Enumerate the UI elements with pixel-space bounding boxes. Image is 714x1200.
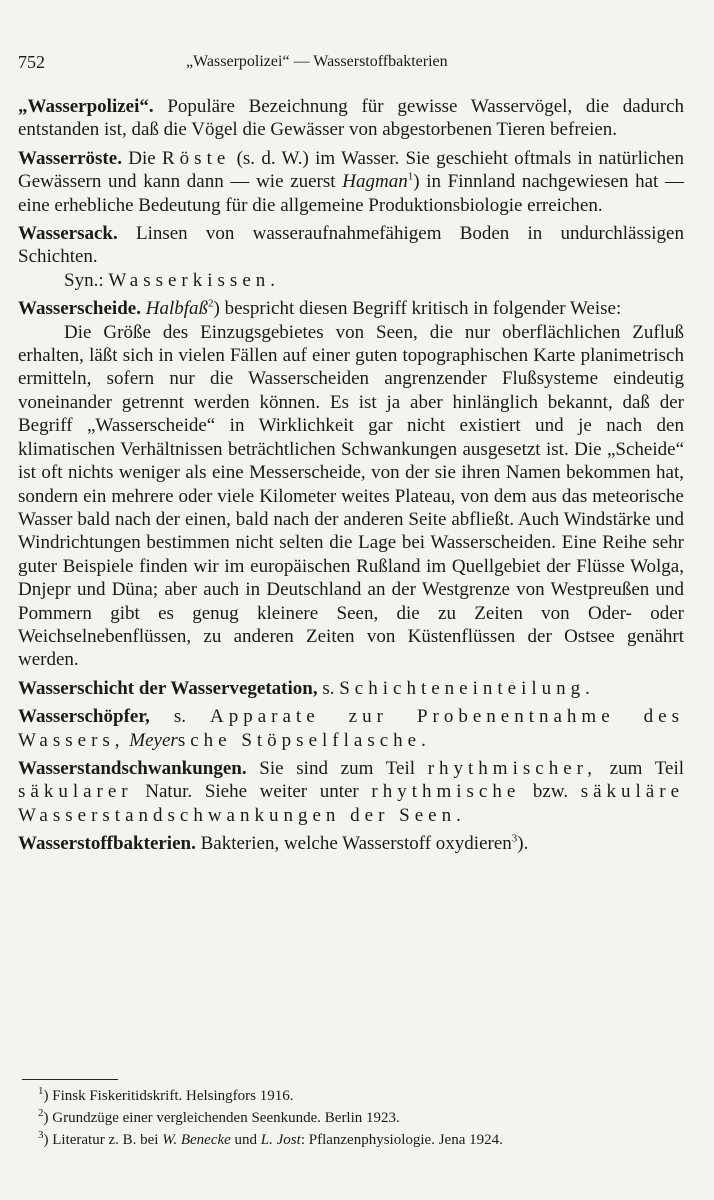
entry-wasserschoepfer xyxy=(18,705,684,752)
entry-wasserpolizei xyxy=(18,95,684,142)
entry-heading: Wasserschicht der Wasservegetation, xyxy=(18,677,318,699)
entry-heading: Wasserschöpfer, xyxy=(18,706,150,728)
entry-heading: Wasserscheide. xyxy=(18,298,141,320)
footnote-mark: 1 xyxy=(38,1085,44,1097)
spaced-term: sche Stöpselflasche. xyxy=(177,729,431,751)
spaced-term: Röste xyxy=(162,147,231,169)
entry-text: Linsen von wasseraufnahmefähigem Boden in undurchlässigen Schichten. xyxy=(18,223,684,268)
footnote-mark: 2 xyxy=(38,1107,44,1119)
entry-text: (s. d. W.) im Wasser. Sie geschieht oftmals in natürlichen Gewässern und kann dann — wie zuerst xyxy=(18,147,685,193)
footnote-text: ) Finsk Fiskeritidskrift. Helsingfors 1916. xyxy=(43,1088,294,1104)
entry-text: s. xyxy=(317,677,340,699)
spaced-term: Apparate zur Probenentnahme des Wassers, xyxy=(18,706,684,751)
entry-wasserschicht xyxy=(18,677,684,700)
page-number: 752 xyxy=(18,52,45,72)
footnote-rule xyxy=(22,1079,118,1080)
entry-text: Natur. Siehe weiter unter xyxy=(132,781,372,803)
entry-text: s. xyxy=(149,706,210,728)
running-title: „Wasserpolizei“ — Wasserstoffbakterien xyxy=(186,53,448,70)
entry-text: ). xyxy=(517,833,529,855)
entry-text: ) in Finnland nachgewiesen hat — eine erhebliche Bedeutung für die allgemeine Produktionsbiologie erreichen. xyxy=(18,171,685,216)
entry-text: Populäre Bezeichnung für gewisse Wasservögel, die dadurch entstanden ist, daß die Vögel die Gewässer von abgestorbenen Tieren befreien. xyxy=(18,96,684,141)
entry-heading: Wasserstoffbakterien. xyxy=(18,833,196,855)
spaced-term: säkuläre Wasserstandschwankungen der Seen. xyxy=(18,781,685,826)
footnote-text: ) Grundzüge einer vergleichenden Seenkunde. Berlin 1923. xyxy=(43,1110,400,1126)
quote-text: Die Größe des Einzugsgebietes von Seen, die nur oberflächlichen Zufluß erhalten, läßt sich in vielen Fällen auf einer guten topographischen Karte planimetrisch ermitteln, sofern nur die Wasserscheiden angrenzender Flußsysteme eindeutig voneinander getrennt werden können. Es ist ja aber hinlänglich bekannt, daß der Begriff „Wasserscheide“ in Wirklichkeit gar nicht existiert und je nach den klimatischen Verhältnissen beträchtlichen Schwankungen ausgesetzt ist. Die „Scheide“ ist oft nichts weniger als eine Messerscheide, von der sie ihren Namen bekommen hat, sondern ein mehrere oder viele Kilometer weites Plateau, von dem aus das meteorische Wasser bald nach der einen, bald nach der anderen Seite abfließt. Auch Windstärke und Windrichtungen bestimmen nicht selten die Lage bei Wasserscheiden. Eine Reihe sehr guter Beispiele finden wir im europäischen Rußland im Quellgebiet der Flüsse Wolga, Dnjepr und Düna; aber auch in Deutschland an der Westgrenze von Westpreußen und Pommern gibt es genug kleinere Seen, die zu Zeiten von Oder- oder Weichselnebenflüssen, zu anderen Zeiten von Küstenflüssen der Ostsee genährt werden. xyxy=(18,321,684,671)
author-name: L. Jost xyxy=(260,1132,301,1148)
entry-wasserstoffbakterien xyxy=(18,832,684,855)
entry-heading: Wassersack. xyxy=(18,223,118,245)
entry-wasserscheide xyxy=(18,297,684,320)
entry-text: zum Teil xyxy=(596,757,684,779)
spaced-term: säkularer xyxy=(18,781,133,803)
synonym-line xyxy=(18,269,684,292)
footnote-ref: 3 xyxy=(511,832,518,845)
entry-heading: Wasserstandschwankungen. xyxy=(18,757,247,779)
entry-wassersack xyxy=(18,222,684,269)
spaced-term: rhythmischer, xyxy=(427,757,597,779)
footnote-3 xyxy=(38,1129,688,1151)
footnote-text: ) Literatur z. B. bei xyxy=(43,1132,163,1148)
author-name: W. Benecke xyxy=(162,1132,231,1148)
footnote-ref: 1 xyxy=(407,170,414,183)
footnote-text: und xyxy=(230,1132,261,1148)
synonym-value: Wasserkissen. xyxy=(108,269,281,291)
footnote-ref: 2 xyxy=(208,297,214,310)
footnote-2 xyxy=(38,1107,688,1129)
synonym-label: Syn.: xyxy=(64,269,109,291)
entry-heading: Wasserröste. xyxy=(18,147,122,169)
author-name: Hagman xyxy=(342,171,408,193)
entry-text: ) bespricht diesen Begriff kritisch in folgender Weise: xyxy=(213,298,622,320)
author-name: Halbfaß xyxy=(140,298,208,320)
entry-wasserstandschwankungen xyxy=(18,757,684,827)
quoted-passage xyxy=(18,321,684,672)
entry-text: bzw. xyxy=(520,781,581,803)
author-name: Meyer xyxy=(124,729,178,751)
entry-text: Die xyxy=(121,147,162,169)
spaced-term: Schichteneinteilung. xyxy=(339,677,595,699)
entry-text: Sie sind zum Teil xyxy=(246,757,428,779)
entry-wasserroeste xyxy=(18,147,684,217)
entry-text: Bakterien, welche Wasserstoff oxydieren xyxy=(195,833,512,855)
footnote-mark: 3 xyxy=(38,1129,44,1141)
footnote-1 xyxy=(38,1085,688,1107)
footnote-text: : Pflanzenphysiologie. Jena 1924. xyxy=(300,1132,503,1148)
entry-heading: „Wasserpolizei“. xyxy=(18,96,154,117)
footnotes xyxy=(38,1085,688,1151)
spaced-term: rhythmische xyxy=(371,781,521,803)
page-body xyxy=(18,95,684,861)
